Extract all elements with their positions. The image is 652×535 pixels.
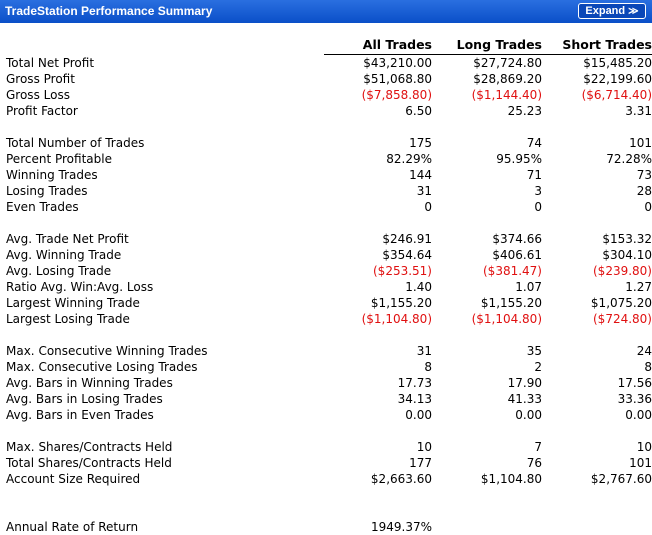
row-label: Gross Loss: [6, 88, 70, 102]
cell-short: 24: [636, 344, 652, 358]
table-row: [0, 263, 652, 279]
cell-short: 0: [644, 200, 652, 214]
cell-long: 74: [526, 136, 542, 150]
table-row: [0, 439, 652, 455]
cell-all: $51,068.80: [363, 72, 432, 86]
cell-long: ($1,104.80): [471, 312, 542, 326]
cell-all: 17.73: [397, 376, 432, 390]
cell-short: 101: [629, 456, 652, 470]
cell-long: 41.33: [507, 392, 542, 406]
cell-short: 3.31: [625, 104, 652, 118]
cell-short: $304.10: [602, 248, 652, 262]
table-row: [0, 375, 652, 391]
cell-all: $2,663.60: [370, 472, 432, 486]
cell-short: 10: [636, 440, 652, 454]
row-label: Profit Factor: [6, 104, 78, 118]
window-title: TradeStation Performance Summary: [5, 4, 213, 18]
row-label: Avg. Bars in Losing Trades: [6, 392, 163, 406]
cell-short: 28: [636, 184, 652, 198]
table-row: [0, 519, 652, 535]
cell-long: $28,869.20: [473, 72, 542, 86]
cell-all: $354.64: [382, 248, 432, 262]
row-label: Losing Trades: [6, 184, 88, 198]
cell-long: 0.00: [515, 408, 542, 422]
table-row: [0, 199, 652, 215]
row-label: Ratio Avg. Win:Avg. Loss: [6, 280, 154, 294]
cell-all: ($7,858.80): [361, 88, 432, 102]
cell-long: $27,724.80: [473, 56, 542, 70]
cell-short: 33.36: [617, 392, 652, 406]
table-row: [0, 391, 652, 407]
cell-all: $246.91: [382, 232, 432, 246]
table-row: [0, 71, 652, 87]
cell-all: 144: [409, 168, 432, 182]
cell-all: 8: [424, 360, 432, 374]
cell-long: ($381.47): [483, 264, 542, 278]
cell-all: 82.29%: [386, 152, 432, 166]
header-spacer: [0, 36, 324, 55]
table-row: [0, 103, 652, 119]
cell-short: ($6,714.40): [581, 88, 652, 102]
cell-short: 17.56: [617, 376, 652, 390]
cell-long: 76: [526, 456, 542, 470]
cell-all: 31: [416, 344, 432, 358]
table-row: [0, 167, 652, 183]
row-label: Avg. Bars in Even Trades: [6, 408, 154, 422]
cell-all: ($1,104.80): [361, 312, 432, 326]
cell-all: 10: [416, 440, 432, 454]
cell-short: 0.00: [625, 408, 652, 422]
row-label: Account Size Required: [6, 472, 141, 486]
cell-all: 1949.37%: [370, 520, 432, 534]
row-label: Max. Consecutive Winning Trades: [6, 344, 208, 358]
spacer-row: [0, 423, 652, 439]
cell-long: 17.90: [507, 376, 542, 390]
cell-short-empty: [542, 519, 652, 535]
cell-all: 177: [409, 456, 432, 470]
row-label: Winning Trades: [6, 168, 98, 182]
title-bar: [0, 0, 652, 23]
row-label: Largest Losing Trade: [6, 312, 130, 326]
row-label: Max. Consecutive Losing Trades: [6, 360, 198, 374]
table-row: [0, 471, 652, 487]
cell-short: 101: [629, 136, 652, 150]
performance-table: [0, 36, 652, 535]
cell-short: $153.32: [602, 232, 652, 246]
cell-long: ($1,144.40): [471, 88, 542, 102]
header-row: [0, 36, 652, 55]
cell-short: 72.28%: [606, 152, 652, 166]
cell-short: 1.27: [625, 280, 652, 294]
row-label: Total Net Profit: [6, 55, 95, 70]
row-label: Avg. Bars in Winning Trades: [6, 376, 173, 390]
cell-long-empty: [432, 519, 542, 535]
cell-long: $406.61: [492, 248, 542, 262]
row-label: Gross Profit: [6, 72, 75, 86]
spacer-row: [0, 487, 652, 519]
cell-all: 1.40: [405, 280, 432, 294]
table-row: [0, 135, 652, 151]
cell-all: 0.00: [405, 408, 432, 422]
cell-long: 2: [534, 360, 542, 374]
cell-short: 73: [636, 168, 652, 182]
cell-all: 175: [409, 136, 432, 150]
row-label: Annual Rate of Return: [6, 520, 139, 534]
expand-button[interactable]: [578, 3, 646, 19]
spacer-row: [0, 119, 652, 135]
cell-long: 7: [534, 440, 542, 454]
cell-long: 25.23: [507, 104, 542, 118]
table-row: [0, 183, 652, 199]
table-row: [0, 151, 652, 167]
row-label: Percent Profitable: [6, 152, 112, 166]
table-row: [0, 343, 652, 359]
cell-all: $1,155.20: [370, 296, 432, 310]
row-label: Even Trades: [6, 200, 79, 214]
header-short-trades: Short Trades: [542, 36, 652, 55]
row-label: Total Number of Trades: [6, 136, 145, 150]
cell-all: 31: [416, 184, 432, 198]
cell-long: 3: [534, 184, 542, 198]
cell-long: $1,104.80: [480, 472, 542, 486]
table-row: [0, 455, 652, 471]
cell-short: ($239.80): [593, 264, 652, 278]
header-all-trades: All Trades: [324, 36, 432, 55]
cell-all: 34.13: [397, 392, 432, 406]
table-row: [0, 295, 652, 311]
row-label: Avg. Trade Net Profit: [6, 232, 129, 246]
table-row: [0, 231, 652, 247]
row-label: Avg. Losing Trade: [6, 264, 112, 278]
cell-long: 35: [526, 344, 542, 358]
cell-short: $2,767.60: [590, 472, 652, 486]
cell-short: ($724.80): [593, 312, 652, 326]
table-row: [0, 407, 652, 423]
cell-long: 1.07: [515, 280, 542, 294]
table-row: [0, 311, 652, 327]
cell-short: $1,075.20: [590, 296, 652, 310]
table-row: [0, 279, 652, 295]
cell-all: $43,210.00: [363, 56, 432, 70]
cell-long: 0: [534, 200, 542, 214]
row-label: Total Shares/Contracts Held: [6, 456, 172, 470]
cell-long: $1,155.20: [480, 296, 542, 310]
cell-long: $374.66: [492, 232, 542, 246]
cell-short: $22,199.60: [583, 72, 652, 86]
cell-long: 95.95%: [496, 152, 542, 166]
header-long-trades: Long Trades: [432, 36, 542, 55]
row-label: Largest Winning Trade: [6, 296, 140, 310]
cell-all: 0: [424, 200, 432, 214]
cell-short: 8: [644, 360, 652, 374]
table-row: [0, 247, 652, 263]
expand-label: Expand: [585, 5, 626, 17]
spacer-row: [0, 215, 652, 231]
cell-long: 71: [526, 168, 542, 182]
table-row: [0, 87, 652, 103]
table-row: [0, 55, 652, 72]
row-label: Avg. Winning Trade: [6, 248, 122, 262]
cell-all: ($253.51): [373, 264, 432, 278]
row-label: Max. Shares/Contracts Held: [6, 440, 173, 454]
cell-short: $15,485.20: [583, 56, 652, 70]
chevron-down-icon: ≫: [628, 6, 639, 17]
cell-all: 6.50: [405, 104, 432, 118]
table-row: [0, 359, 652, 375]
spacer-row: [0, 327, 652, 343]
